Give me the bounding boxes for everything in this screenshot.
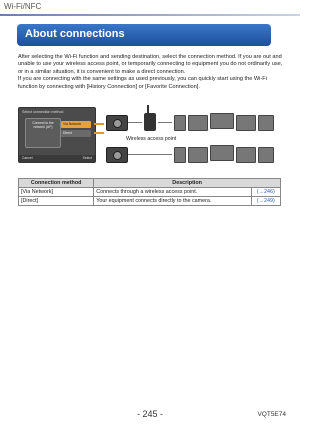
- wireless-access-point-icon: [144, 113, 156, 131]
- smartphone-icon: [174, 115, 186, 131]
- header-description: Description: [94, 179, 281, 188]
- page-ref-link[interactable]: (→249): [251, 197, 280, 206]
- lcd-option-direct: [61, 130, 91, 137]
- link-line: [128, 122, 142, 123]
- camera-icon: [106, 115, 128, 131]
- row-method: [Via Network]: [19, 188, 94, 197]
- lcd-option-label: Direct: [63, 131, 72, 135]
- intro-paragraph-1: After selecting the Wi-Fi function and sending destination, select the connection method. If you are out and unable to use your wireless access point, or temporarily connecting to equipment you do not ordinarily use, or in a similar situation, it is convenient to make a direct connection.: [18, 54, 283, 75]
- connector-line-top: [94, 123, 104, 125]
- section-label: Wi-Fi/NFC: [4, 2, 42, 11]
- tv-icon: [210, 113, 234, 129]
- lcd-option-via-network: [61, 121, 91, 128]
- av-device-icon: [258, 115, 274, 131]
- pc-icon: [188, 115, 208, 131]
- document-code: VQT5E74: [257, 411, 286, 418]
- av-device-icon: [258, 147, 274, 163]
- lcd-option-label: Via Network: [63, 122, 82, 126]
- link-line: [128, 154, 172, 155]
- printer-icon: [236, 115, 256, 131]
- intro-paragraph-2: If you are connecting with the same settings as used previously, you can quickly start using the Wi-Fi function by connecting with [History Connection] or [Favorite Connection].: [18, 76, 267, 90]
- lcd-cancel-label: Cancel: [22, 156, 33, 160]
- header-connection-method: Connection method: [19, 179, 94, 188]
- camera-icon: [106, 147, 128, 163]
- printer-icon: [236, 147, 256, 163]
- row-description: Your equipment connects directly to the camera.: [94, 197, 251, 206]
- smartphone-icon: [174, 147, 186, 163]
- link-line: [158, 122, 172, 123]
- lcd-title: Select connection method: [22, 110, 64, 114]
- title-bar: [17, 24, 271, 46]
- table-row: [19, 197, 281, 206]
- wireless-access-point-label: Wireless access point: [126, 136, 177, 142]
- page-title: About connections: [25, 28, 125, 40]
- row-method: [Direct]: [19, 197, 94, 206]
- connection-diagram: [18, 107, 278, 167]
- lcd-item-label: Connect to the network (AP): [32, 121, 54, 129]
- lcd-network-item: [25, 118, 61, 148]
- intro-text: [18, 54, 286, 91]
- table-row: [19, 188, 281, 197]
- page-ref-link[interactable]: (→246): [251, 188, 280, 197]
- pc-icon: [188, 147, 208, 163]
- camera-screen-illustration: [18, 107, 96, 163]
- page-header: [0, 0, 300, 14]
- lcd-select-label: Select: [82, 156, 92, 160]
- page-number: - 245 -: [136, 409, 163, 419]
- tv-icon: [210, 145, 234, 161]
- table-header-row: [19, 179, 281, 188]
- row-description: Connects through a wireless access point.: [94, 188, 251, 197]
- connector-line-bottom: [94, 132, 104, 134]
- lcd-bottom-bar: [19, 155, 95, 162]
- connection-methods-table: [18, 178, 281, 206]
- header-divider: [0, 14, 300, 16]
